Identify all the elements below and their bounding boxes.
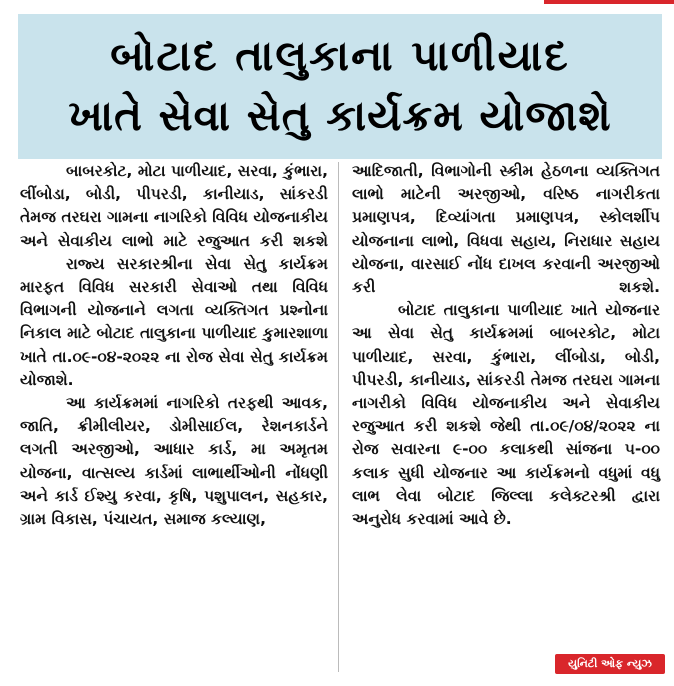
paragraph-text: આદિજાતી, વિભાગોની સ્કીમ હેઠળના વ્યક્તિગત લાભો માટેની અરજીઓ, વરિષ્ઠ નાગરીકતા પ્રમાણપત્ર, દિવ્યાંગતા પ્રમાણપત્ર, સ્કોલર્શીપ યોજનાના લાભો, વિધવા સહાય, નિરાધાર સહાય યોજના, વારસાઈ નોંધ દાખલ કરવાની અરજીઓ કરી શકશે. — [352, 162, 660, 297]
red-corner-band — [544, 0, 674, 4]
paragraph-text: બાબરકોટ, મોટા પાળીયાદ, સરવા, કુંભારા, લીંબોડા, બોડી, પીપરડી, કાનીયાડ, સાંકરડી તેમજ તરઘરા ગામના નાગરિકો વિવિધ યોજનાકીય અને સેવાકીય લાભો માટે રજુઆત કરી શકશે — [20, 162, 328, 250]
article-paragraph — [352, 299, 660, 531]
byline-badge: યુનિટી ઓફ ન્યુઝ — [555, 654, 665, 674]
article-paragraph — [352, 160, 660, 299]
headline-line-2: ખાતે સેવા સેતુ કાર્યક્રમ યોજાશે — [68, 91, 612, 140]
article-paragraph — [20, 392, 328, 531]
paragraph-text: બોટાદ તાલુકાના પાળીયાદ ખાતે યોજનાર આ સેવા સેતુ કાર્યક્રમમાં બાબરકોટ, મોટા પાળીયાદ, સરવા, કુંભારા, લીંબોડા, બોડી, પીપરડી, કાનીયાડ, સાંકરડી તેમજ તરઘરા ગામના નાગરીકો વિવિધ યોજનાકીય અને સેવાકીય રજુઆત કરી શકશે જેથી તા.૦૯/૦૪/૨૦૨૨ ના રોજ સવારના ૯-૦૦ કલાકથી સાંજના ૫-૦૦ કલાક સુધી યોજનાર આ કાર્યક્રમનો વધુમાં વધુ લાભ લેવા બોટાદ જિલ્લા કલેક્ટરશ્રી દ્વારા અનુરોધ કરવામાં આવે છે. — [352, 301, 660, 529]
column-divider — [338, 162, 339, 672]
article-right-column — [352, 160, 660, 531]
paragraph-text: રાજ્ય સરકારશ્રીના સેવા સેતુ કાર્યક્રમ મારફત વિવિધ સરકારી સેવાઓ તથા વિવિધ વિભાગની યોજનાને લગતા વ્યક્તિગત પ્રશ્નોના નિકાલ માટે બોટાદ તાલુકાના પાળીયાદ કુમારશાળા ખાતે તા.૦૯-૦૪-૨૦૨૨ ના રોજ સેવા સેતુ કાર્યક્રમ યોજાશે. — [20, 254, 328, 389]
article-left-column — [20, 160, 328, 531]
headline-line-1: બોટાદ તાલુકાના પાળીયાદ — [110, 31, 570, 80]
top-strip — [0, 0, 540, 4]
headline-box — [18, 14, 662, 159]
article-paragraph — [20, 253, 328, 392]
article-paragraph — [20, 160, 328, 253]
paragraph-text: આ કાર્યક્રમમાં નાગરિકો તરફથી આવક, જાતિ, ક્રીમીલીયર, ડોમીસાઈલ, રેશનકાર્ડને લગતી અરજીઓ, આધાર કાર્ડ, મા અમૃતમ યોજના, વાત્સલ્ય કાર્ડમાં લાભાર્થીઓની નોંધણી અને કાર્ડ ઈશ્યુ કરવા, કૃષિ, પશુપાલન, સહકાર, ગ્રામ વિકાસ, પંચાયત, સમાજ કલ્યાણ, — [20, 394, 328, 529]
